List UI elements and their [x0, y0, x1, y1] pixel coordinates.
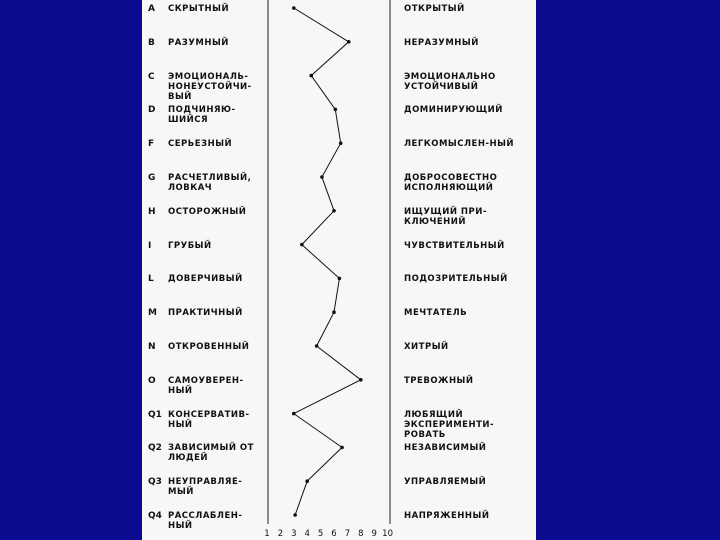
left-pole-label: СКРЫТНЫЙ: [168, 4, 230, 14]
factor-label: I: [148, 240, 152, 251]
left-pole-label: РАСЧЕТЛИВЫЙ, ЛОВКАЧ: [168, 173, 252, 193]
profile-point: [305, 479, 309, 483]
factor-label: G: [148, 173, 156, 183]
right-pole-label: ОТКРЫТЫЙ: [404, 4, 465, 14]
factor-label: L: [148, 274, 154, 285]
factor-label: H: [148, 206, 156, 217]
right-pole-label: ХИТРЫЙ: [404, 342, 449, 352]
factor-label: N: [148, 342, 156, 352]
profile-point: [338, 277, 342, 281]
x-tick-label: 6: [331, 529, 337, 539]
right-pole-label: ЭМОЦИОНАЛЬНО УСТОЙЧИВЫЙ: [404, 71, 496, 92]
factor-label: Q4: [148, 511, 162, 521]
right-pole-label: НАПРЯЖЕННЫЙ: [404, 511, 490, 521]
factor-label: D: [148, 105, 156, 116]
profile-point: [332, 310, 336, 314]
profile-point: [339, 141, 343, 145]
x-tick-label: 3: [291, 529, 297, 539]
left-pole-label: ДОВЕРЧИВЫЙ: [168, 274, 243, 285]
profile-point: [347, 40, 351, 44]
profile-point: [359, 378, 363, 382]
factor-label: C: [148, 71, 155, 82]
x-tick-label: 9: [371, 529, 377, 539]
right-pole-label: ЛЕГКОМЫСЛЕН-НЫЙ: [404, 139, 515, 150]
profile-point: [340, 446, 344, 450]
left-pole-label: РАССЛАБЛЕН-НЫЙ: [168, 511, 243, 531]
profile-point: [292, 412, 296, 416]
right-pole-label: МЕЧТАТЕЛЬ: [404, 308, 468, 319]
left-pole-label: ЭМОЦИОНАЛЬ-НОНЕУСТОЙЧИ-ВЫЙ: [168, 71, 252, 102]
right-pole-label: НЕРАЗУМНЫЙ: [404, 37, 479, 48]
factor-label: Q2: [148, 443, 162, 454]
factor-label: M: [148, 308, 157, 319]
factor-label: O: [148, 375, 156, 386]
factor-label: A: [148, 4, 155, 14]
profile-point: [293, 513, 297, 517]
profile-point: [332, 209, 336, 213]
left-pole-label: ПРАКТИЧНЫЙ: [168, 308, 243, 319]
factor-label: B: [148, 37, 155, 48]
x-tick-label: 1: [264, 529, 270, 539]
left-pole-label: ОСТОРОЖНЫЙ: [168, 206, 247, 217]
right-pole-label: ДОБРОСОВЕСТНО ИСПОЛНЯЮЩИЙ: [404, 173, 498, 193]
left-pole-label: КОНСЕРВАТИВ-НЫЙ: [168, 409, 250, 430]
left-pole-label: РАЗУМНЫЙ: [168, 37, 229, 48]
left-pole-label: ГРУБЫЙ: [168, 240, 212, 251]
left-pole-label: ЗАВИСИМЫЙ ОТ ЛЮДЕЙ: [168, 443, 254, 464]
right-pole-label: ПОДОЗРИТЕЛЬНЫЙ: [404, 274, 508, 285]
profile-point: [320, 175, 324, 179]
chart-sheet: [142, 0, 536, 540]
right-pole-label: УПРАВЛЯЕМЫЙ: [404, 477, 487, 488]
left-pole-label: СЕРЬЕЗНЫЙ: [168, 139, 233, 150]
right-pole-label: ДОМИНИРУЮЩИЙ: [404, 105, 503, 116]
left-pole-label: ОТКРОВЕННЫЙ: [168, 342, 250, 352]
right-pole-label: ЧУВСТВИТЕЛЬНЫЙ: [404, 240, 505, 251]
x-tick-label: 10: [382, 529, 394, 539]
x-tick-label: 5: [317, 529, 324, 539]
x-tick-label: 4: [304, 529, 310, 539]
factor-label: Q1: [148, 409, 162, 420]
profile-point: [309, 74, 313, 78]
right-pole-label: ЛЮБЯЩИЙ ЭКСПЕРИМЕНТИ-РОВАТЬ: [404, 409, 495, 440]
factor-label: Q3: [148, 477, 162, 488]
x-tick-label: 2: [277, 529, 284, 539]
right-pole-label: ИЩУЩИЙ ПРИ-КЛЮЧЕНИЙ: [404, 206, 487, 227]
x-tick-label: 7: [344, 529, 351, 539]
profile-point: [315, 344, 319, 348]
x-tick-label: 8: [358, 529, 364, 539]
profile-point: [334, 108, 338, 112]
right-pole-label: ТРЕВОЖНЫЙ: [404, 375, 474, 386]
left-pole-label: САМОУВЕРЕН-НЫЙ: [168, 375, 244, 396]
profile-point: [292, 6, 296, 10]
profile-point: [300, 243, 304, 247]
right-pole-label: НЕЗАВИСИМЫЙ: [404, 443, 487, 454]
factor-label: F: [148, 139, 155, 150]
profile-line: [294, 8, 361, 515]
left-pole-label: ПОДЧИНЯЮ-ШИЙСЯ: [168, 105, 236, 126]
left-pole-label: НЕУПРАВЛЯЕ-МЫЙ: [168, 477, 243, 498]
